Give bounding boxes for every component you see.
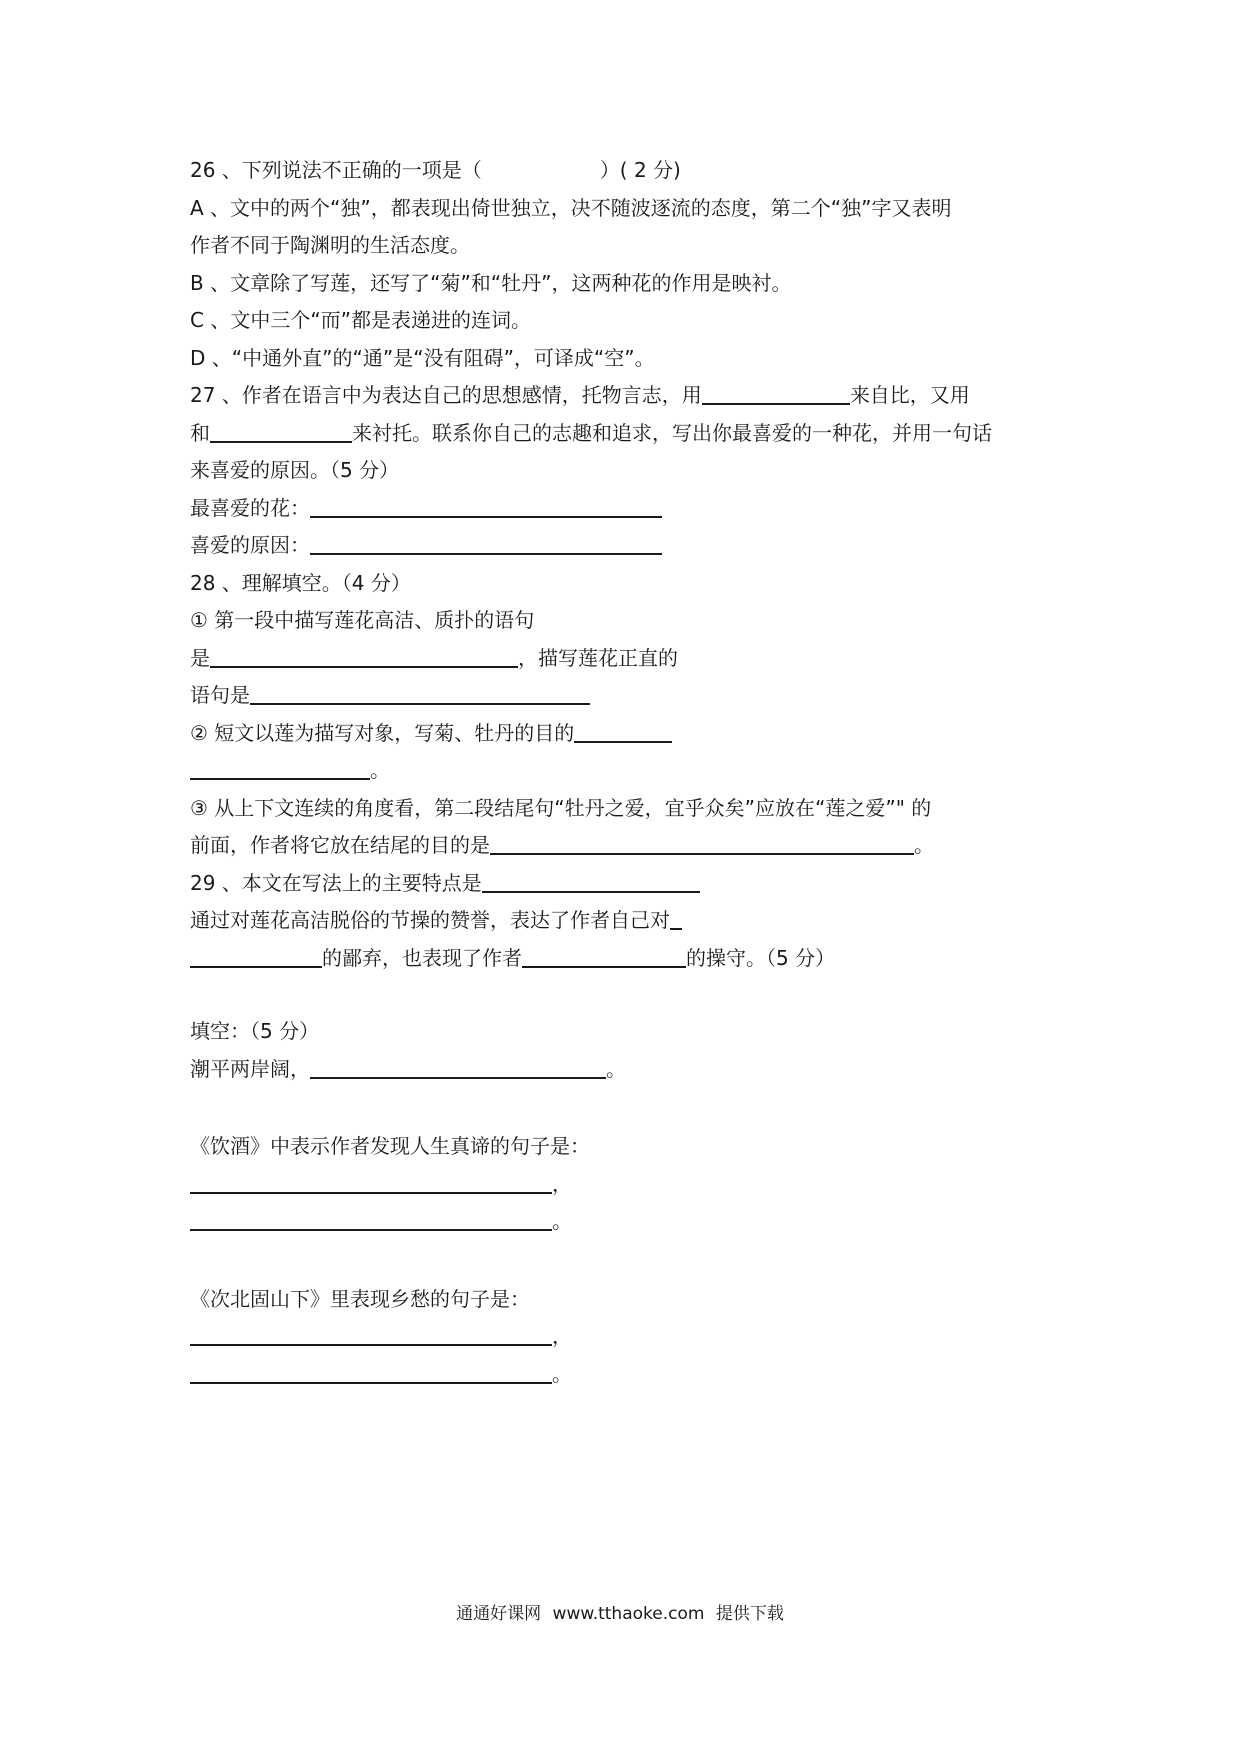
fill-chaoping-row xyxy=(190,1051,1070,1089)
flower-label: 最喜爱的花： xyxy=(190,495,310,520)
q28-item3-line1: ③ 从上下文连续的角度看，第二段结尾句“牡丹之爱，宜乎众矣”应放在“莲之爱”" 的 xyxy=(190,795,932,820)
q28-text: 是 xyxy=(190,645,210,670)
chaoping-end: 。 xyxy=(606,1056,626,1081)
q28-blank-ending[interactable] xyxy=(490,829,914,855)
q27-text-4: 来衬托。联系你自己的志趣和追求，写出你最喜爱的一种花，并用一句话 xyxy=(352,420,992,445)
yinjiu-line2 xyxy=(190,1203,1070,1241)
cibeigu-prompt: 《次北固山下》里表现乡愁的句子是： xyxy=(190,1286,530,1311)
yinjiu-line1 xyxy=(190,1166,1070,1204)
q27-blank-self[interactable] xyxy=(702,379,850,405)
q26-stem xyxy=(190,152,1070,190)
q26-option-a-line2: 作者不同于陶渊明的生活态度。 xyxy=(190,233,470,257)
q29-line3 xyxy=(190,940,1070,978)
cibeigu-period: 。 xyxy=(552,1361,572,1386)
fill-title: 填空：（5 分） xyxy=(190,1019,320,1043)
q28-item1-line2 xyxy=(190,640,1070,678)
q26-option-d: D 、“中通外直”的“通”是“没有阻碍”，可译成“空”。 xyxy=(190,345,655,370)
q29-blank-feature[interactable] xyxy=(482,867,700,893)
cibeigu-blank-1[interactable] xyxy=(190,1320,552,1346)
q28-text-5: 。 xyxy=(370,758,390,782)
q27-text-2: 来自比，又用 xyxy=(849,383,970,407)
footer-note: 提供下载 xyxy=(715,1604,784,1624)
q28-blank-upright[interactable] xyxy=(250,679,590,705)
spacer-2 xyxy=(190,1088,1070,1128)
q27-flower-row xyxy=(190,490,1070,528)
q28-text-7: 。 xyxy=(914,833,934,857)
q27-line1 xyxy=(190,377,1070,415)
q29-blank-stub[interactable] xyxy=(670,904,682,930)
footer-url[interactable]: www.tthaoke.com xyxy=(552,1604,705,1624)
chaoping-blank[interactable] xyxy=(310,1053,606,1079)
exam-content xyxy=(190,152,1070,1393)
yinjiu-prompt: 《饮酒》中表示作者发现人生真谛的句子是： xyxy=(190,1134,590,1158)
q29-blank-integrity[interactable] xyxy=(522,942,686,968)
cibeigu-comma: ， xyxy=(552,1324,572,1348)
q26-score: ）( 2 分) xyxy=(599,158,681,182)
q27-reason-row xyxy=(190,527,1070,565)
q29-text-2: 通过对莲花高洁脱俗的节操的赞誉，表达了作者自己对 xyxy=(190,908,670,932)
q26-option-b: B 、文章除了写莲，还写了“菊”和“牡丹”，这两种花的作用是映衬。 xyxy=(190,270,792,295)
q28-text-2: ，描写莲花正直的 xyxy=(518,645,678,670)
yinjiu-period: 。 xyxy=(552,1209,572,1233)
reason-blank[interactable] xyxy=(310,529,662,555)
yinjiu-blank-1[interactable] xyxy=(190,1168,552,1194)
cibeigu-blank-2[interactable] xyxy=(190,1358,552,1384)
q27-blank-contrast[interactable] xyxy=(210,417,352,443)
q28-item1-line3 xyxy=(190,677,1070,715)
q28-text-3: 语句是 xyxy=(190,683,250,707)
page-footer xyxy=(0,1602,1240,1626)
q28-text-4: ② 短文以莲为描写对象，写菊、牡丹的目的 xyxy=(190,720,575,745)
footer-site-name: 通通好课网 xyxy=(456,1604,542,1624)
chaoping-text: 潮平两岸阔， xyxy=(190,1056,310,1081)
q29-line1 xyxy=(190,865,1070,903)
q28-blank-pure[interactable] xyxy=(210,642,518,668)
q28-item2-line1 xyxy=(190,715,1070,753)
cibeigu-line2 xyxy=(190,1356,1070,1394)
q27-text-3: 和 xyxy=(190,420,210,445)
q28-item3-line2 xyxy=(190,827,1070,865)
flower-blank[interactable] xyxy=(310,492,662,518)
q26-stem-text: 26 、下列说法不正确的一项是（ xyxy=(190,158,482,182)
q27-text: 27 、作者在语言中为表达自己的思想感情，托物言志，用 xyxy=(190,383,702,407)
yinjiu-blank-2[interactable] xyxy=(190,1205,552,1231)
q27-line2 xyxy=(190,415,1070,453)
q26-option-c: C 、文中三个“而”都是表递进的连词。 xyxy=(190,308,532,332)
spacer-3 xyxy=(190,1241,1070,1281)
q28-title: 28 、理解填空。（4 分） xyxy=(190,570,411,595)
spacer xyxy=(190,977,1070,1013)
q29-line2 xyxy=(190,902,1070,940)
q28-item2-line2 xyxy=(190,752,1070,790)
q28-text-6: 前面，作者将它放在结尾的目的是 xyxy=(190,833,490,857)
reason-label: 喜爱的原因： xyxy=(190,533,310,557)
cibeigu-line1 xyxy=(190,1318,1070,1356)
q29-text: 29 、本文在写法上的主要特点是 xyxy=(190,870,482,895)
q26-option-a-line1: A 、文中的两个“独”，都表现出倚世独立，决不随波逐流的态度，第二个“独”字又表明 xyxy=(190,195,952,220)
q27-line3: 来喜爱的原因。（5 分） xyxy=(190,458,400,482)
q29-text-3: 的鄙弃，也表现了作者 xyxy=(322,945,522,970)
q28-item1-line1: ① 第一段中描写莲花高洁、质扑的语句 xyxy=(190,608,535,632)
q28-blank-purpose[interactable] xyxy=(574,717,672,743)
q28-blank-purpose-cont[interactable] xyxy=(190,754,370,780)
yinjiu-comma: ， xyxy=(552,1171,572,1196)
q29-text-4: 的操守。（5 分） xyxy=(686,945,836,970)
q29-blank-scorn[interactable] xyxy=(190,942,322,968)
